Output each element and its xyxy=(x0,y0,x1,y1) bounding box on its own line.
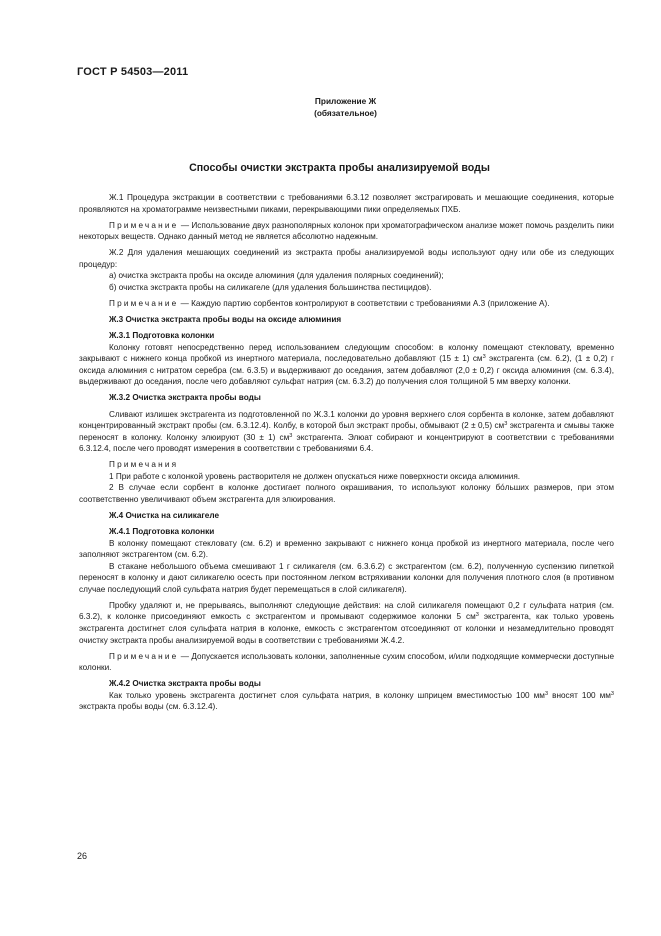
text-run: экстрагента, как только уровень экстрагента достигнет слоя сульфата натрия в колонке, емкость с экстрагентом отсоединяют от колонки и незамедлительно проводят очистку экстракта пробы анализируемой воды в соответствии с требованиями Ж.4.2. xyxy=(79,612,614,645)
text-run: Как только уровень экстрагента достигнет слоя сульфата натрия, в колонку шприцем вместимостью 100 мм xyxy=(109,690,545,700)
notes-label: Примечания xyxy=(109,460,179,470)
list-item-b: б) очистка экстракта пробы на силикагеле (для удаления большинства пестицидов). xyxy=(109,282,432,292)
note-label: Примечание xyxy=(109,651,179,661)
text-run: экстрагента. Элюат собирают и концентрируют в соответствии с требованиями 6.3.12.4, после чего проводят измерения в соответствии с требованиями 6.4. xyxy=(79,432,614,454)
note-item-2: 2 В случае если сорбент в колонке достигает полного окрашивания, то используют колонку бо́льших размеров, при этом соответственно увеличивают объем экстрагента для элюирования. xyxy=(79,483,614,504)
text-run: экстрагента и смывы также переносят в колонку. Колонку элюируют (30 ± 1) см xyxy=(79,421,615,442)
standard-header: ГОСТ Р 54503—2011 xyxy=(77,66,189,78)
paragraph-zh31 xyxy=(79,342,614,388)
text-run: Колонку готовят непосредственно перед использованием следующим способом: в колонку помещают стекловату, временно закрывают с нижнего конца пробкой из инертного материала, последовательно добавляют (15 ± 1) см xyxy=(79,342,614,364)
heading-zh41: Ж.4.1 Подготовка колонки xyxy=(109,527,215,537)
note-text: — Использование двух разнополярных колонок при хроматографическом анализе может помочь разделить пики некоторых веществ. Однако данный метод не является абсолютно надежным. xyxy=(79,220,614,242)
note-text: — Каждую партию сорбентов контролируют в соответствии с требованиями А.3 (приложение А). xyxy=(178,298,550,308)
text-run: вносят 100 мм xyxy=(548,690,611,700)
heading-zh3: Ж.3 Очистка экстракта пробы воды на оксиде алюминия xyxy=(109,315,342,325)
text-run: Сливают излишек экстрагента из подготовленной по Ж.3.1 колонки до уровня верхнего слоя сорбента в колонке, затем добавляют концентрированный экстракт пробы (см. 6.3.12.4). Колбу, в которой был экстракт пробы, обмывают (2 ± 0,5) см xyxy=(79,409,614,431)
appendix-status: (обязательное) xyxy=(314,108,377,118)
superscript: 3 xyxy=(504,421,508,428)
superscript: 3 xyxy=(610,690,614,697)
paragraph-zh42 xyxy=(79,690,614,713)
superscript: 3 xyxy=(544,690,549,697)
note-label: Примечание xyxy=(109,298,179,308)
note-2 xyxy=(79,298,614,310)
appendix-label: Приложение Ж xyxy=(314,96,377,106)
superscript: 3 xyxy=(475,612,479,619)
heading-zh32: Ж.3.2 Очистка экстракта пробы воды xyxy=(109,393,261,403)
page-number: 26 xyxy=(77,851,88,861)
note-label: Примечание xyxy=(109,220,179,230)
text-run: экстрагента (см. 6.2), (1 ± 0,2) г оксида алюминия с нитратом серебра (см. 6.3.5) и выдерживают до оседания, затем добавляют (2,0 ± 0,2) г оксида алюминия (см. 6.3.4), выдерживают до оседания, после чего добавляют сульфат натрия (см. 6.3.2) до получения слоя толщиной 5 мм вверху колонки. xyxy=(79,354,614,387)
superscript: 3 xyxy=(482,354,486,361)
paragraph-zh41-2: В стакане небольшого объема смешивают 1 г силикагеля (см. 6.3.6.2) с экстрагентом (см. 6.2), полученную суспензию пипеткой переносят в колонку и дают силикагелю осесть при постоянном легком встряхивании колонки для получения плотного слоя (в противном случае последующий слой сульфата натрия будет перемещаться в слой силикагеля). xyxy=(79,561,614,594)
heading-zh4: Ж.4 Очистка на силикагеле xyxy=(109,511,220,520)
heading-zh31: Ж.3.1 Подготовка колонки xyxy=(109,331,215,341)
paragraph-zh41-3 xyxy=(79,600,614,646)
document-body xyxy=(79,192,614,713)
paragraph-zh32 xyxy=(79,409,614,455)
paragraph-zh2: Ж.2 Для удаления мешающих соединений из экстракта пробы анализируемой воды используют одну или обе из следующих процедур: xyxy=(79,248,614,269)
paragraph-zh1: Ж.1 Процедура экстракции в соответствии с требованиями 6.3.12 позволяет экстрагировать и мешающие соединения, которые проявляются на хроматограмме неизвестными пиками, перекрывающими пики определяемых ПХБ. xyxy=(79,193,614,214)
note-3 xyxy=(79,651,614,674)
note-1 xyxy=(79,220,614,243)
list-item-a: а) очистка экстракта пробы на оксиде алюминия (для удаления полярных соединений); xyxy=(109,271,444,281)
notes-heading xyxy=(79,459,614,471)
text-run: Пробку удаляют и, не прерываясь, выполняют следующие действия: на слой силикагеля помещают 0,2 г сульфата натрия (см. 6.3.2), к колонке присоединяют емкость с экстрагентом и промывают содержимое колонки 5 см xyxy=(79,600,614,622)
heading-zh42: Ж.4.2 Очистка экстракта пробы воды xyxy=(109,679,261,689)
superscript: 3 xyxy=(289,432,293,439)
paragraph-zh41-1: В колонку помещают стекловату (см. 6.2) и временно закрывают с нижнего конца пробкой из инертного материала, после чего заполняют экстрагентом (см. 6.2). xyxy=(79,538,614,560)
note-item-1: 1 При работе с колонкой уровень растворителя не должен опускаться ниже поверхности оксида алюминия. xyxy=(109,471,521,481)
text-run: экстракта пробы воды (см. 6.3.12.4). xyxy=(79,702,218,712)
appendix-title: Способы очистки экстракта пробы анализируемой воды xyxy=(189,162,490,174)
note-text: — Допускается использовать колонки, заполненные сухим способом, и/или подходящие коммерчески доступные колонки. xyxy=(79,651,614,673)
